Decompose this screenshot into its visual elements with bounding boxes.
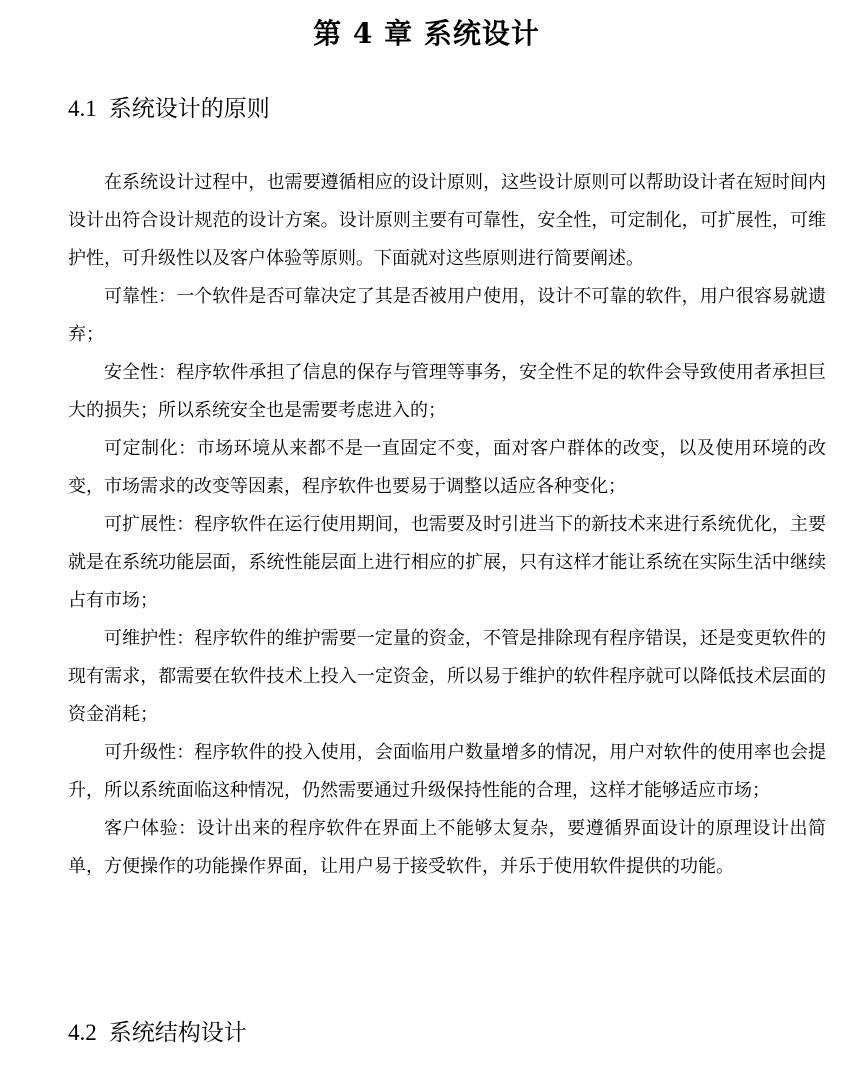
upgradeability-paragraph: 可升级性：程序软件的投入使用，会面临用户数量增多的情况，用户对软件的使用率也会提升，所以系统面临这种情况，仍然需要通过升级保持性能的合理，这样才能够适应市场； — [68, 742, 826, 801]
section-body — [68, 164, 826, 886]
section-number: 4.2 — [68, 1020, 97, 1045]
intro-paragraph: 在系统设计过程中，也需要遵循相应的设计原则，这些设计原则可以帮助设计者在短时间内设计出符合设计规范的设计方案。设计原则主要有可靠性，安全性，可定制化，可扩展性，可维护性，可升级性以及客户体验等原则。下面就对这些原则进行简要阐述。 — [68, 172, 826, 269]
reliability-paragraph: 可靠性：一个软件是否可靠决定了其是否被用户使用，设计不可靠的软件，用户很容易就遗弃； — [68, 286, 826, 345]
section-heading-4-2 — [68, 1017, 247, 1049]
user-experience-paragraph: 客户体验：设计出来的程序软件在界面上不能够太复杂，要遵循界面设计的原理设计出简单，方便操作的功能操作界面，让用户易于接受软件，并乐于使用软件提供的功能。 — [68, 818, 826, 877]
section-number: 4.1 — [68, 96, 97, 121]
section-title-text: 系统结构设计 — [108, 1020, 247, 1046]
maintainability-paragraph: 可维护性：程序软件的维护需要一定量的资金，不管是排除现有程序错误，还是变更软件的现有需求，都需要在软件技术上投入一定资金，所以易于维护的软件程序就可以降低技术层面的资金消耗； — [68, 628, 826, 725]
chapter-title: 第 4 章 系统设计 — [313, 17, 540, 50]
section-title-text: 系统设计的原则 — [108, 96, 270, 122]
section-heading-4-1 — [68, 93, 270, 125]
customizability-paragraph: 可定制化：市场环境从来都不是一直固定不变，面对客户群体的改变，以及使用环境的改变，市场需求的改变等因素，程序软件也要易于调整以适应各种变化； — [68, 438, 826, 497]
extensibility-paragraph: 可扩展性：程序软件在运行使用期间，也需要及时引进当下的新技术来进行系统优化，主要就是在系统功能层面，系统性能层面上进行相应的扩展，只有这样才能让系统在实际生活中继续占有市场； — [68, 514, 826, 611]
security-paragraph: 安全性：程序软件承担了信息的保存与管理等事务，安全性不足的软件会导致使用者承担巨大的损失；所以系统安全也是需要考虑进入的； — [68, 362, 826, 421]
